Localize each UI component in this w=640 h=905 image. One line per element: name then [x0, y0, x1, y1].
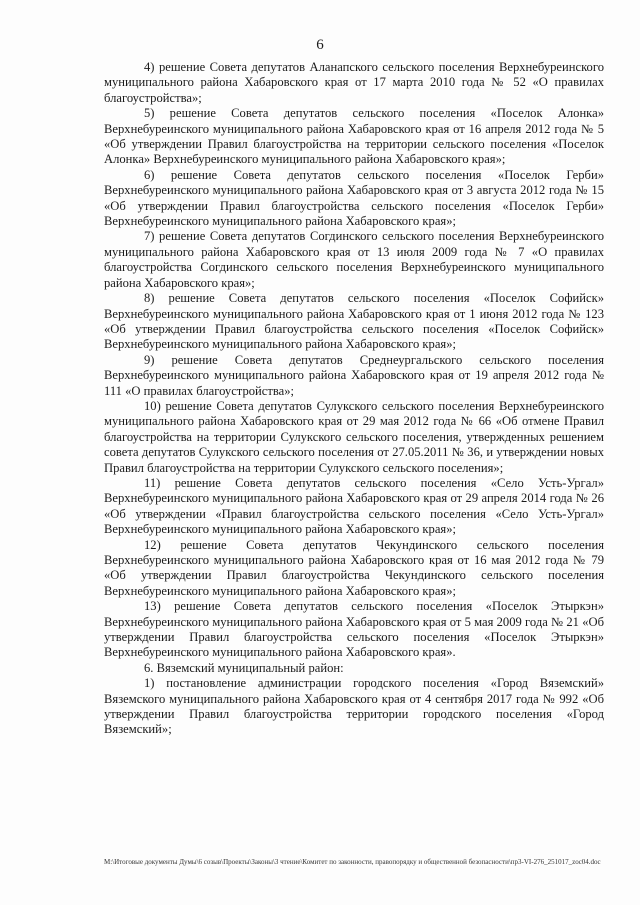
page-number: 6 [316, 37, 324, 53]
list-item: 5) решение Совета депутатов сельского поселения «Поселок Алонка» Верхнебуреинского муниципального района Хабаровского края от 16 апреля 2012 года № 5 «Об утверждении Правил благоустройства на территории сельского поселения «Поселок Алонка» Верхнебуреинского муниципального района Хабаровского края»; [104, 106, 604, 167]
footer-file-path: M:\Итоговые документы Думы\6 созыв\Проекты\Законы\3 чтение\Комитет по законности, правопорядку и общественной безопасности\пр3-VI-276_251017_zoc04.doc [104, 858, 601, 866]
list-item: 10) решение Совета депутатов Сулукского сельского поселения Верхнебуреинского муниципального района Хабаровского края от 29 мая 2012 года № 66 «Об отмене Правил благоустройства на территории Сулукского сельского поселения, утвержденных решением совета депутатов Сулукского сельского поселения от 27.05.2011 № 36, и утверждении новых Правил благоустройства на территории Сулукского сельского поселения»; [104, 398, 604, 475]
list-item: 8) решение Совета депутатов сельского поселения «Поселок Софийск» Верхнебуреинского муниципального района Хабаровского края от 1 июня 2012 года № 123 «Об утверждении Правил благоустройства сельского поселения «Поселок Софийск» Верхнебуреинского муниципального района Хабаровского края»; [104, 291, 604, 352]
list-item: 11) решение Совета депутатов сельского поселения «Село Усть-Ургал» Верхнебуреинского муниципального района Хабаровского края от 29 апреля 2014 года № 26 «Об утверждении «Правил благоустройства сельского поселения «Село Усть-Ургал» Верхнебуреинского муниципального района Хабаровского края»; [104, 475, 604, 537]
document-body [104, 60, 604, 738]
list-item: 7) решение Совета депутатов Согдинского сельского поселения Верхнебуреинского муниципального района Хабаровского края от 13 июля 2009 года № 7 «О правилах благоустройства Согдинского сельского поселения Верхнебуреинского муниципального района Хабаровского края»; [104, 229, 604, 290]
list-item: 9) решение Совета депутатов Среднеургальского сельского поселения Верхнебуреинского муниципального района Хабаровского края от 19 апреля 2012 года № 111 «О правилах благоустройства»; [104, 352, 604, 398]
list-item: 1) постановление администрации городского поселения «Город Вяземский» Вяземского муниципального района Хабаровского края от 4 сентября 2017 года № 992 «Об утверждении Правил благоустройства территории городского поселения «Город Вяземский»; [104, 676, 604, 737]
section-heading: 6. Вяземский муниципальный район: [144, 660, 344, 675]
list-item: 12) решение Совета депутатов Чекундинского сельского поселения Верхнебуреинского муниципального района Хабаровского края от 16 мая 2012 года № 79 «Об утверждении Правил благоустройства Чекундинского сельского поселения Верхнебуреинского муниципального района Хабаровского края»; [104, 537, 604, 598]
list-item: 4) решение Совета депутатов Аланапского сельского поселения Верхнебуреинского муниципального района Хабаровского края от 17 марта 2010 года № 52 «О правилах благоустройства»; [104, 60, 604, 105]
list-item: 6) решение Совета депутатов сельского поселения «Поселок Герби» Верхнебуреинского муниципального района Хабаровского края от 3 августа 2012 года № 15 «Об утверждении Правил благоустройства сельского поселения «Поселок Герби» Верхнебуреинского муниципального района Хабаровского края»; [104, 167, 604, 229]
list-item: 13) решение Совета депутатов сельского поселения «Поселок Этыркэн» Верхнебуреинского муниципального района Хабаровского края от 5 мая 2009 года № 21 «Об утверждении Правил благоустройства сельского поселения «Поселок Этыркэн» Верхнебуреинского муниципального района Хабаровского края». [104, 599, 604, 660]
